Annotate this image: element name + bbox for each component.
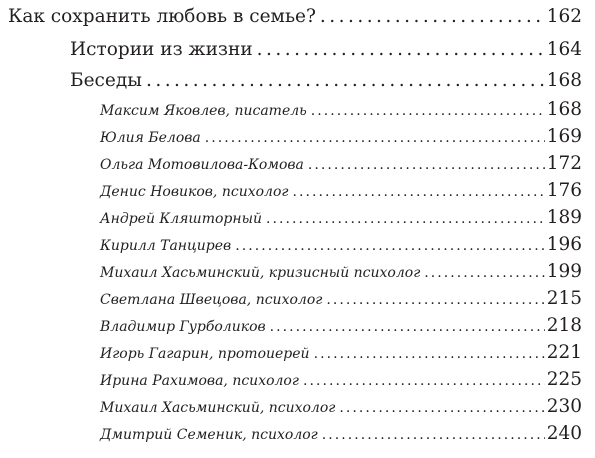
dot-leader [320,6,545,27]
toc-entry-title: Юлия Белова [100,130,201,146]
dot-leader [235,238,544,254]
toc-entry-title: Михаил Хасьминский, кризисный психолог [100,265,421,281]
toc-subsection-entry[interactable] [70,39,582,60]
dot-leader [146,70,545,91]
toc-entry-page: 225 [546,369,582,390]
toc-section-entry[interactable] [8,6,582,27]
toc-author-entry[interactable] [100,153,582,174]
dot-leader [205,130,545,146]
dot-leader [424,265,544,281]
dot-leader [257,39,545,60]
toc-author-entry[interactable] [100,315,582,336]
dot-leader [270,319,545,335]
dot-leader [292,184,544,200]
toc-entry-page: 199 [546,261,582,282]
toc-entry-page: 169 [546,126,582,147]
toc-entry-page: 168 [546,99,582,120]
dot-leader [308,157,545,173]
toc-author-entry[interactable] [100,126,582,147]
toc-entry-page: 164 [546,39,582,60]
toc-entry-title: Андрей Кляшторный [100,211,262,227]
toc-author-entry[interactable] [100,99,582,120]
dot-leader [303,373,545,389]
dot-leader [322,427,545,443]
dot-leader [266,211,545,227]
toc-entry-page: 168 [546,70,582,91]
dot-leader [311,103,545,119]
toc-entry-page: 240 [546,423,582,444]
toc-entry-page: 172 [546,153,582,174]
toc-author-entry[interactable] [100,396,582,417]
toc-author-entry[interactable] [100,261,582,282]
toc-author-entry[interactable] [100,207,582,228]
dot-leader [314,346,545,362]
dot-leader [339,400,544,416]
toc-entry-page: 196 [546,234,582,255]
toc-entry-title: Истории из жизни [70,39,253,60]
toc-entry-title: Как сохранить любовь в семье? [8,6,316,27]
toc-entry-title: Кирилл Танцирев [100,238,232,254]
toc-entry-title: Беседы [70,70,142,91]
toc-entry-title: Владимир Гурболиков [100,319,266,335]
toc-author-entry[interactable] [100,342,582,363]
toc-entry-page: 230 [546,396,582,417]
toc-entry-title: Денис Новиков, психолог [100,184,289,200]
toc-entry-title: Ольга Мотовилова-Комова [100,157,304,173]
toc-entry-page: 218 [546,315,582,336]
toc-entry-page: 221 [546,342,582,363]
toc-entry-title: Дмитрий Семеник, психолог [100,427,318,443]
toc-entry-page: 215 [546,288,582,309]
toc-entry-page: 176 [546,180,582,201]
toc-entry-page: 162 [546,6,582,27]
dot-leader [326,292,544,308]
toc-entry-title: Светлана Швецова, психолог [100,292,323,308]
toc-author-entry[interactable] [100,288,582,309]
toc-author-entry[interactable] [100,234,582,255]
toc-entry-page: 189 [546,207,582,228]
toc-subsection-entry[interactable] [70,70,582,91]
toc-entry-title: Михаил Хасьминский, психолог [100,400,336,416]
toc-author-entry[interactable] [100,369,582,390]
toc-entry-title: Максим Яковлев, писатель [100,103,307,119]
toc-entry-title: Игорь Гагарин, протоиерей [100,346,310,362]
toc-author-entry[interactable] [100,423,582,444]
toc-entry-title: Ирина Рахимова, психолог [100,373,299,389]
toc-author-entry[interactable] [100,180,582,201]
